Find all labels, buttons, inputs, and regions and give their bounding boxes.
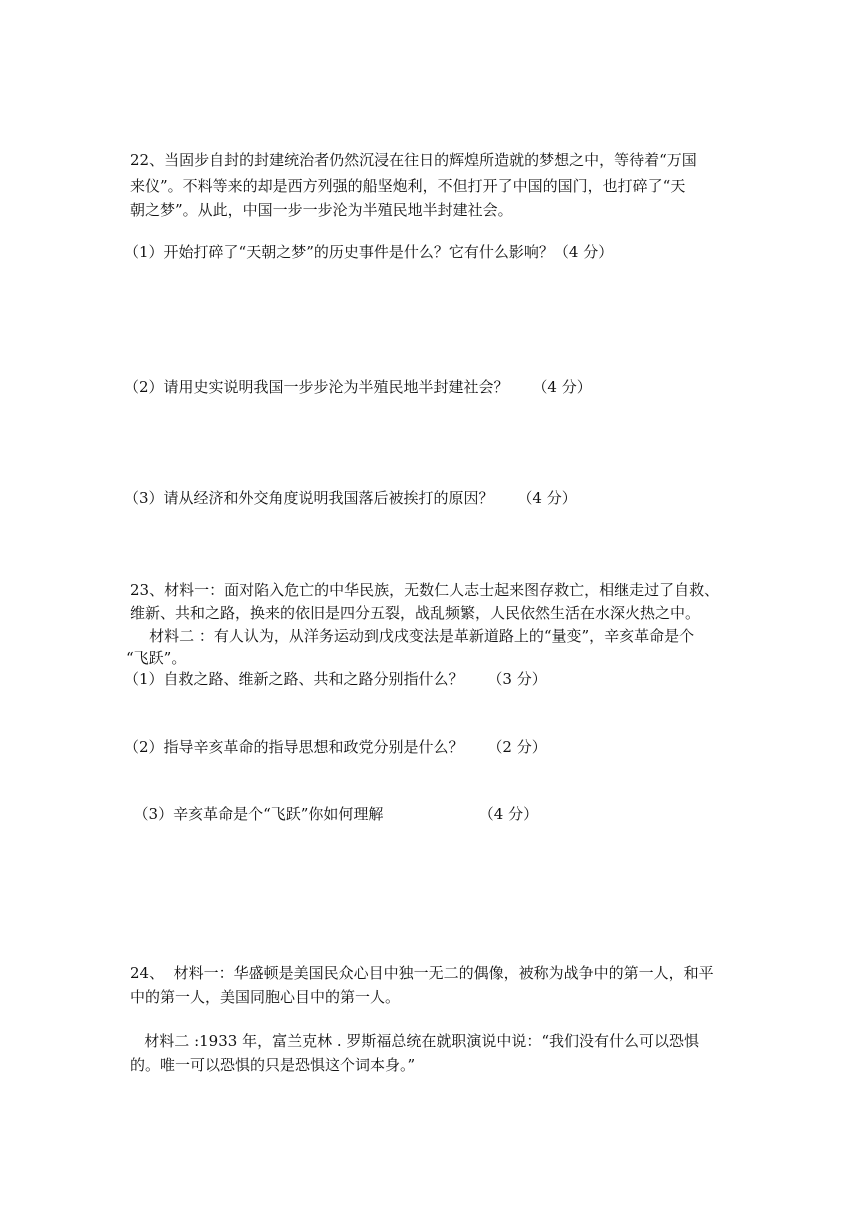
q23-stem-line-3: 材料二 ：有人认为，从洋务运动到戊戌变法是革新道路上的“量变”，辛亥革命是个 <box>130 627 695 645</box>
q24-stem-line-1: 24、 材料一：华盛顿是美国民众心目中独一无二的偶像，被称为战争中的第一人，和平 <box>130 964 714 982</box>
q23-stem-line-4: “飞跃”。 <box>126 649 187 667</box>
q23-stem-line-1: 23、材料一：面对陷入危亡的中华民族，无数仁人志士起来图存救亡，相继走过了自救、 <box>130 581 720 599</box>
q23-subquestion-1: （1）自救之路、维新之路、共和之路分别指什么？ （3 分） <box>124 670 547 688</box>
q24-stem-line-3: 材料二 :1933 年，富兰克林 . 罗斯福总统在就职演说中说：“我们没有什么可以恐惧 <box>130 1032 700 1050</box>
q22-subquestion-3: （3）请从经济和外交角度说明我国落后被挨打的原因？ （4 分） <box>124 489 577 507</box>
q22-stem-line-3: 朝之梦”。从此，中国一步一步沦为半殖民地半封建社会。 <box>130 201 513 219</box>
q23-subquestion-2: （2）指导辛亥革命的指导思想和政党分别是什么？ （2 分） <box>124 738 547 756</box>
q22-stem-line-1: 22、当固步自封的封建统治者仍然沉浸在往日的辉煌所造就的梦想之中，等待着“万国 <box>130 151 697 169</box>
q22-subquestion-1: （1）开始打碎了“天朝之梦”的历史事件是什么？它有什么影响？（4 分） <box>124 243 614 261</box>
q24-stem-line-4: 的。唯一可以恐惧的只是恐惧这个词本身。” <box>130 1056 416 1074</box>
q22-stem-line-2: 来仪”。不料等来的却是西方列强的船坚炮利，不但打开了中国的国门，也打碎了“天 <box>130 177 686 195</box>
q23-stem-line-2: 维新、共和之路，换来的依旧是四分五裂，战乱频繁，人民依然生活在水深火热之中。 <box>130 604 701 622</box>
q23-subquestion-3: （3）辛亥革命是个“飞跃”你如何理解 （4 分） <box>124 805 539 823</box>
q24-stem-line-2: 中的第一人，美国同胞心目中的第一人。 <box>130 988 401 1006</box>
q22-subquestion-2: （2）请用史实说明我国一步步沦为半殖民地半封建社会？ （4 分） <box>124 378 592 396</box>
